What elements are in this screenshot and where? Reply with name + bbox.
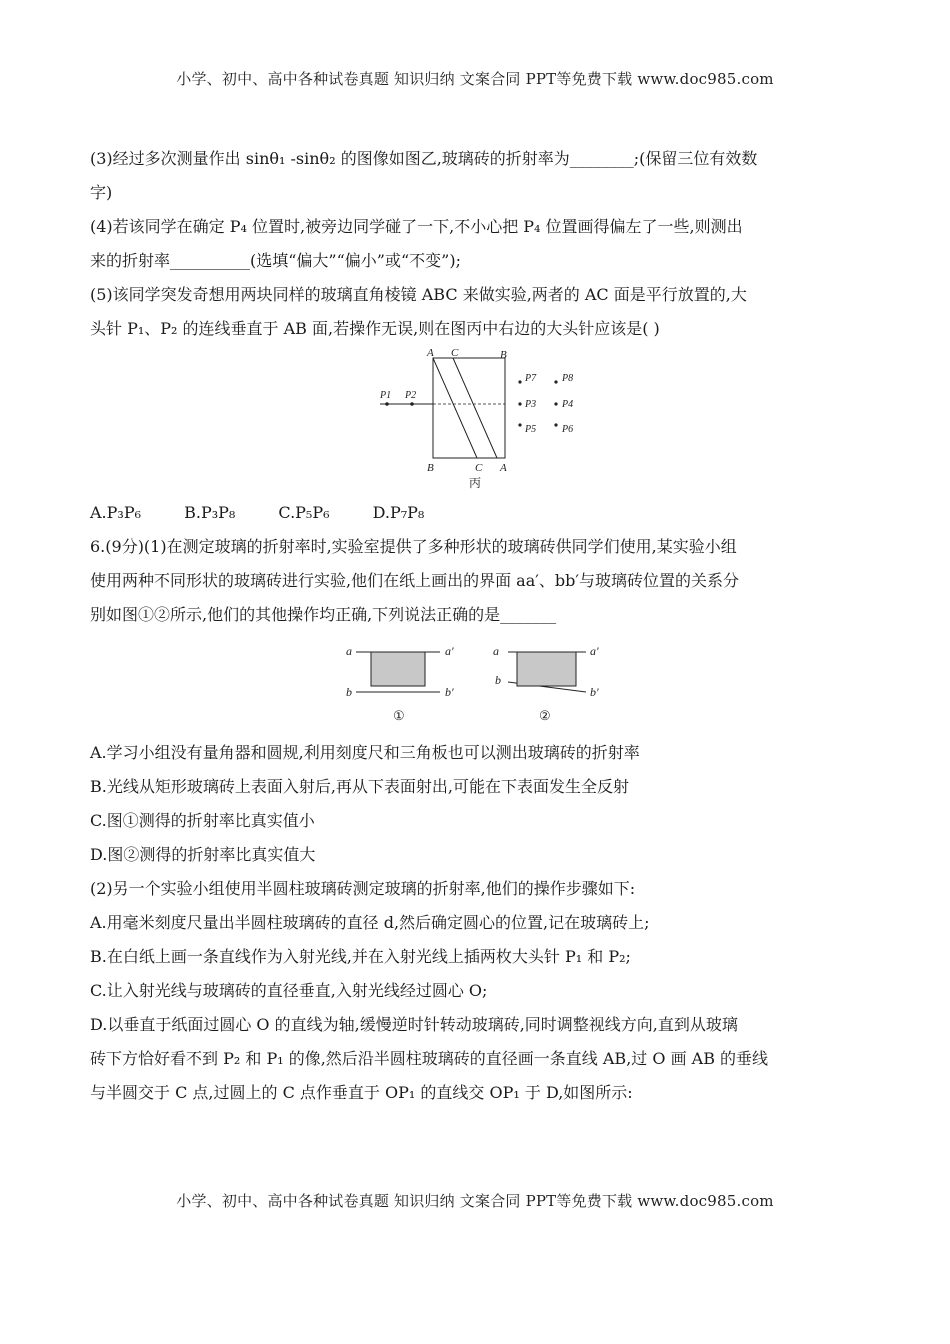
label-a-top: A <box>427 347 434 359</box>
label-p5: P5 <box>525 424 537 435</box>
figure-bing <box>90 346 860 496</box>
fig1-caption: ① <box>393 708 405 723</box>
q6-step-d-line-1: D.以垂直于纸面过圆心 O 的直线为轴,缓慢逆时针转动玻璃砖,同时调整视线方向,直到从玻璃 <box>90 1015 738 1034</box>
fig1-glass-block <box>371 652 425 686</box>
q6-step-d-line-3: 与半圆交于 C 点,过圆上的 C 点作垂直于 OP₁ 的直线交 OP₁ 于 D,如图所示: <box>90 1083 633 1102</box>
q6-option-a: A.学习小组没有量角器和圆规,利用刻度尺和三角板也可以测出玻璃砖的折射率 <box>90 743 640 762</box>
label-p6: P6 <box>562 424 574 435</box>
label-p4: P4 <box>562 399 574 410</box>
q6-part2-intro: (2)另一个实验小组使用半圆柱玻璃砖测定玻璃的折射率,他们的操作步骤如下: <box>90 879 636 898</box>
fig2-label-b-prime: b′ <box>590 685 599 699</box>
label-b-top: B <box>500 349 507 361</box>
label-b-bottom: B <box>427 462 434 474</box>
q6-step-d-line-2: 砖下方恰好看不到 P₂ 和 P₁ 的像,然后沿半圆柱玻璃砖的直径画一条直线 AB,过 O 画 AB 的垂线 <box>90 1049 769 1068</box>
q6-step-a: A.用毫米刻度尺量出半圆柱玻璃砖的直径 d,然后确定圆心的位置,记在玻璃砖上; <box>90 913 650 932</box>
pin-p1-dot <box>385 402 389 406</box>
page-footer: 小学、初中、高中各种试卷真题 知识归纳 文案合同 PPT等免费下载 www.doc985.com <box>176 1192 774 1210</box>
pin-p5-dot <box>518 423 521 426</box>
q5-options <box>90 496 860 530</box>
fig1-label-a-prime: a′ <box>445 644 454 658</box>
q6-line-2: 使用两种不同形状的玻璃砖进行实验,他们在纸上画出的界面 aa′、bb′与玻璃砖位置的关系分 <box>90 571 740 590</box>
label-p1: P1 <box>380 390 392 401</box>
q6-step-c: C.让入射光线与玻璃砖的直径垂直,入射光线经过圆心 O; <box>90 981 488 1000</box>
prism-outline <box>433 358 505 458</box>
hypotenuse-2 <box>453 358 497 458</box>
q5-line-4: 来的折射率__________(选填“偏大”“偏小”或“不变”); <box>90 251 461 270</box>
fig2-caption: ② <box>539 708 551 723</box>
figure-1-2 <box>90 632 860 736</box>
q6-step-b: B.在白纸上画一条直线作为入射光线,并在入射光线上插两枚大头针 P₁ 和 P₂; <box>90 947 631 966</box>
q6-line-3: 别如图①②所示,他们的其他操作均正确,下列说法正确的是_______ <box>90 605 557 624</box>
label-c-top: C <box>451 347 459 359</box>
q5-option-d: D.P₇P₈ <box>372 503 425 522</box>
q6-line-1: 6.(9分)(1)在测定玻璃的折射率时,实验室提供了多种形状的玻璃砖供同学们使用,某实验小组 <box>90 537 737 556</box>
glass-block-diagrams <box>90 632 860 736</box>
q6-option-c: C.图①测得的折射率比真实值小 <box>90 811 315 830</box>
q5-option-a: A.P₃P₆ <box>90 503 141 522</box>
fig2-glass-block <box>517 652 576 686</box>
fig1-label-b-prime: b′ <box>445 685 454 699</box>
pin-p6-dot <box>554 423 557 426</box>
q6-option-d: D.图②测得的折射率比真实值大 <box>90 845 316 864</box>
fig2-label-b: b <box>495 673 501 687</box>
fig1-label-b: b <box>346 685 352 699</box>
fig2-label-a: a <box>493 644 499 658</box>
pin-p4-dot <box>554 402 557 405</box>
label-p2: P2 <box>405 390 417 401</box>
label-p3: P3 <box>525 399 537 410</box>
fig2-label-a-prime: a′ <box>590 644 599 658</box>
pin-p2-dot <box>410 402 414 406</box>
q5-line-2: 字) <box>90 183 113 202</box>
q5-line-6: 头针 P₁、P₂ 的连线垂直于 AB 面,若操作无误,则在图丙中右边的大头针应该是( ) <box>90 319 660 338</box>
page-header: 小学、初中、高中各种试卷真题 知识归纳 文案合同 PPT等免费下载 www.doc985.com <box>176 70 774 88</box>
q5-line-1: (3)经过多次测量作出 sinθ₁ -sinθ₂ 的图像如图乙,玻璃砖的折射率为________;(保留三位有效数 <box>90 149 758 168</box>
fig1-label-a: a <box>346 644 352 658</box>
label-p8: P8 <box>562 373 574 384</box>
page-content <box>90 142 860 1110</box>
q6-option-b: B.光线从矩形玻璃砖上表面入射后,再从下表面射出,可能在下表面发生全反射 <box>90 777 630 796</box>
prism-diagram <box>90 346 860 496</box>
pin-p8-dot <box>554 380 557 383</box>
q5-option-b: B.P₃P₈ <box>184 503 236 522</box>
figure-caption-bing: 丙 <box>469 476 482 490</box>
q5-option-c: C.P₅P₆ <box>278 503 330 522</box>
pin-p7-dot <box>518 380 521 383</box>
q5-line-5: (5)该同学突发奇想用两块同样的玻璃直角棱镜 ABC 来做实验,两者的 AC 面是平行放置的,大 <box>90 285 747 304</box>
label-c-bottom: C <box>475 462 483 474</box>
hypotenuse-1 <box>433 358 477 458</box>
label-a-bottom: A <box>500 462 507 474</box>
q5-line-3: (4)若该同学在确定 P₄ 位置时,被旁边同学碰了一下,不小心把 P₄ 位置画得偏左了一些,则测出 <box>90 217 743 236</box>
label-p7: P7 <box>525 373 537 384</box>
pin-p3-dot <box>518 402 521 405</box>
